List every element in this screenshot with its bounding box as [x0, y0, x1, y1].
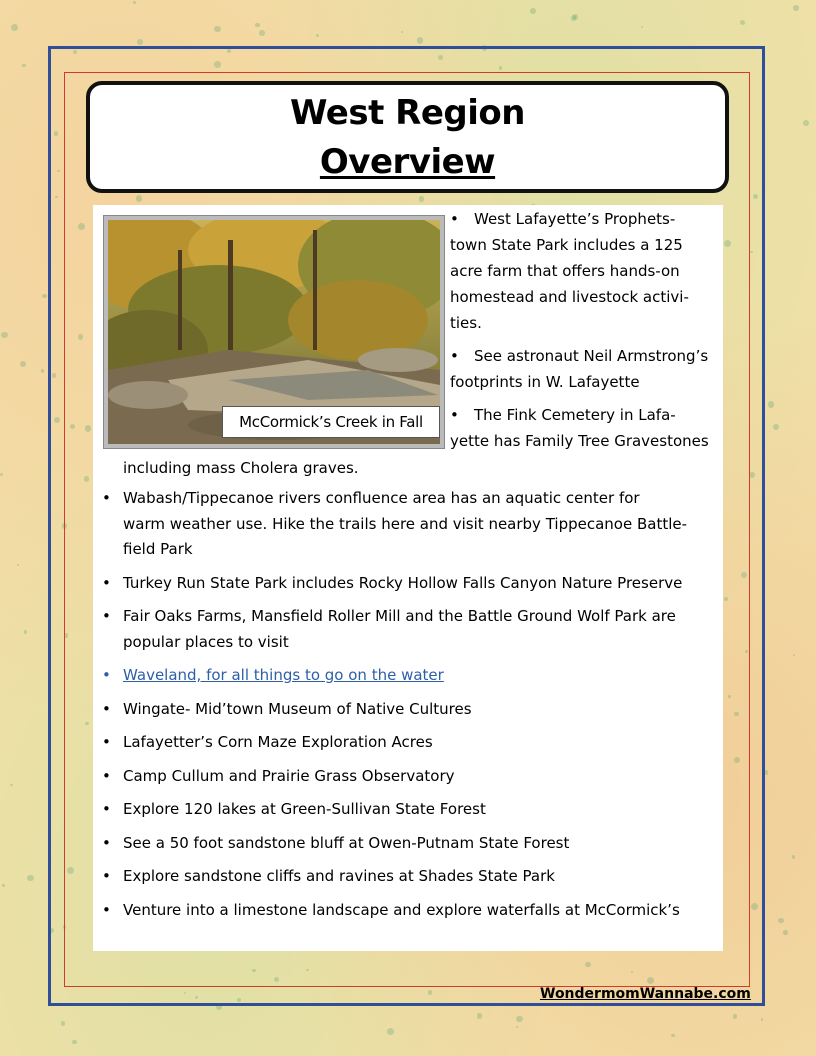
list-item-text: Lafayetter’s Corn Maze Exploration Acres	[123, 733, 433, 751]
list-item	[93, 730, 723, 756]
bullet-icon: •	[102, 607, 111, 625]
bullet-icon: •	[102, 666, 111, 684]
list-item-text: See a 50 foot sandstone bluff at Owen-Putnam State Forest	[123, 833, 570, 852]
texture-speck	[740, 20, 745, 25]
attractions-list	[93, 486, 723, 931]
texture-speck	[0, 473, 3, 476]
texture-speck	[20, 361, 26, 367]
texture-speck	[41, 369, 44, 372]
list-item	[93, 486, 723, 563]
texture-speck	[733, 1014, 738, 1019]
texture-speck	[641, 26, 643, 28]
list-item	[93, 797, 723, 823]
list-item-text: Explore sandstone cliffs and ravines at Shades State Park	[123, 867, 555, 885]
texture-speck	[417, 37, 424, 44]
texture-speck	[793, 5, 799, 11]
list-item	[450, 402, 722, 454]
texture-speck	[761, 1018, 763, 1020]
texture-speck	[530, 8, 536, 14]
page-subtitle: Overview	[319, 142, 496, 182]
waveland-link-text[interactable]: Waveland, for all things to go on the water	[123, 666, 444, 684]
side-item-text: See astronaut Neil Armstrong’s footprints in W. Lafayette	[450, 347, 709, 391]
texture-speck	[10, 784, 13, 787]
texture-speck	[61, 1021, 65, 1025]
page-title: West Region	[290, 93, 525, 133]
bullet-icon: •	[102, 833, 111, 852]
texture-speck	[401, 31, 403, 33]
bullet-icon: •	[102, 573, 111, 592]
list-item	[93, 864, 723, 890]
texture-speck	[477, 1013, 483, 1019]
texture-speck	[671, 1034, 675, 1038]
bullet-icon: •	[102, 800, 111, 818]
texture-speck	[768, 401, 774, 407]
list-item-text: Explore 120 lakes at Green-Sullivan State Forest	[123, 800, 486, 818]
texture-speck	[42, 294, 46, 298]
list-item	[93, 571, 723, 597]
texture-speck	[2, 884, 5, 887]
photo-caption: McCormick’s Creek in Fall	[222, 406, 440, 438]
texture-speck	[316, 34, 319, 37]
texture-speck	[24, 630, 28, 634]
side-bullet-list	[450, 206, 722, 461]
bullet-icon: •	[450, 347, 459, 365]
texture-speck	[516, 1016, 523, 1023]
texture-speck	[214, 26, 220, 32]
texture-speck	[259, 30, 265, 36]
bullet-icon: •	[102, 733, 111, 751]
content-panel	[93, 205, 723, 951]
list-item	[450, 206, 722, 336]
creek-photo	[103, 215, 445, 449]
texture-speck	[72, 1040, 76, 1044]
list-item-text: Wingate- Mid’town Museum of Native Cultures	[123, 699, 472, 718]
bullet-icon: •	[102, 867, 111, 885]
bullet-icon: •	[102, 489, 111, 507]
texture-speck	[27, 875, 34, 882]
texture-speck	[792, 855, 796, 859]
side-item-text: West Lafayette’s Prophets- town State Park includes a 125 acre farm that offers hands-on homestead and livestock activi- ties.	[450, 210, 689, 332]
texture-speck	[22, 64, 26, 68]
bullet-icon: •	[450, 210, 459, 228]
title-banner	[86, 81, 729, 193]
list-item-text: Camp Cullum and Prairie Grass Observatory	[123, 766, 455, 785]
texture-speck	[255, 23, 260, 28]
texture-speck	[387, 1028, 394, 1035]
list-item	[93, 764, 723, 790]
list-item	[93, 898, 723, 924]
list-item	[93, 831, 723, 857]
texture-speck	[803, 120, 809, 126]
texture-speck	[137, 39, 143, 45]
list-item-text: Wabash/Tippecanoe rivers confluence area has an aquatic center for warm weather use. Hike the trails here and visit nearby Tippecanoe Battle- field Park	[123, 489, 688, 558]
texture-speck	[11, 24, 18, 31]
list-item	[93, 604, 723, 655]
texture-speck	[793, 654, 795, 656]
website-link[interactable]: WondermomWannabe.com	[540, 986, 751, 1002]
list-item-text: Venture into a limestone landscape and explore waterfalls at McCormick’s	[123, 900, 680, 919]
texture-speck	[17, 564, 19, 566]
bullet-icon: •	[450, 406, 459, 424]
texture-speck	[783, 930, 787, 934]
texture-speck	[133, 1, 136, 4]
list-item-text: Fair Oaks Farms, Mansfield Roller Mill and the Battle Ground Wolf Park are popular places to visit	[123, 607, 676, 651]
bullet-icon: •	[102, 766, 111, 785]
list-item	[450, 343, 722, 395]
side-item-continuation: including mass Cholera graves.	[123, 459, 359, 477]
list-item-text: Turkey Run State Park includes Rocky Hollow Falls Canyon Nature Preserve	[123, 573, 683, 592]
side-item-text: The Fink Cemetery in Lafa- yette has Family Tree Gravestones	[450, 406, 709, 450]
bullet-icon: •	[102, 900, 111, 919]
waveland-link[interactable]	[93, 663, 723, 689]
texture-speck	[778, 918, 783, 923]
texture-speck	[516, 1026, 518, 1028]
texture-speck	[1, 332, 8, 339]
list-item	[93, 697, 723, 723]
bullet-icon: •	[102, 699, 111, 718]
texture-speck	[571, 15, 576, 20]
texture-speck	[773, 424, 779, 430]
